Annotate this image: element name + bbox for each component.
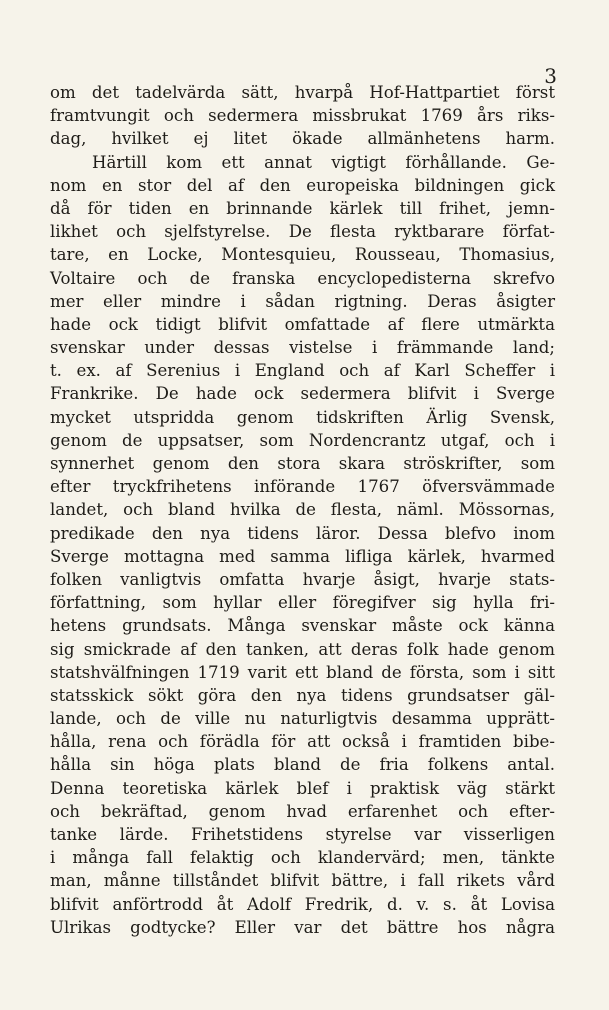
text-line: genom de uppsatser, som Nordencrantz utgaf, och i [50, 430, 555, 450]
text-line: Ulrikas godtycke? Eller var det bättre hos några [50, 917, 555, 937]
text-line: då för tiden en brinnande kärlek till frihet, jemn- [50, 198, 555, 218]
text-line: statshvälfningen 1719 varit ett bland de första, som i sitt [50, 662, 555, 682]
body-text [50, 81, 555, 939]
text-line: Voltaire och de franska encyclopedisterna skrefvo [50, 268, 555, 288]
paragraph [50, 151, 555, 939]
text-line: t. ex. af Serenius i England och af Karl Scheffer i [50, 361, 555, 381]
text-line: mycket utspridda genom tidskriften Ärlig Svensk, [50, 407, 555, 427]
text-line: svenskar under dessas vistelse i främmande land; [50, 338, 555, 358]
text-line: Denna teoretiska kärlek blef i praktisk väg stärkt [50, 778, 555, 798]
text-line: hetens grundsats. Många svenskar måste ock känna [50, 616, 555, 636]
text-line: hålla sin höga plats bland de fria folkens antal. [50, 755, 555, 775]
text-line: predikade den nya tidens läror. Dessa blefvo inom [50, 523, 555, 543]
text-line: statsskick sökt göra den nya tidens grundsatser gäl- [50, 685, 555, 705]
text-line: Frankrike. De hade ock sedermera blifvit i Sverge [50, 384, 555, 404]
text-line: författning, som hyllar eller föregifver sig hylla fri- [50, 593, 555, 613]
text-line: tare, en Locke, Montesquieu, Rousseau, Thomasius, [50, 245, 555, 265]
text-line: synnerhet genom den stora skara ströskrifter, som [50, 454, 555, 473]
text-line: sig smickrade af den tanken, att deras folk hade genom [50, 639, 555, 659]
text-line: Sverge mottagna med samma lifliga kärlek, hvarmed [50, 546, 555, 566]
text-line: framtvungit och sedermera missbrukat 1769 års riks- [50, 106, 555, 126]
text-line: nom en stor del af den europeiska bildningen gick [50, 175, 555, 195]
text-line: dag, hvilket ej litet ökade allmänhetens harm. [50, 129, 555, 149]
page-number: 3 [544, 64, 557, 88]
paragraph [50, 81, 555, 151]
text-line: man, månne tillståndet blifvit bättre, i fall rikets vård [50, 871, 555, 891]
text-line: hade ock tidigt blifvit omfattade af flere utmärkta [50, 314, 555, 334]
text-line: likhet och sjelfstyrelse. De flesta ryktbarare förfat- [50, 222, 555, 242]
text-line: efter tryckfrihetens införande 1767 öfversvämmade [50, 477, 555, 497]
text-line: och bekräftad, genom hvad erfarenhet och efter- [50, 801, 555, 821]
text-line: Härtill kom ett annat vigtigt förhållande. Ge- [92, 152, 555, 172]
text-line: folken vanligtvis omfatta hvarje åsigt, hvarje stats- [50, 569, 555, 589]
text-line: i många fall felaktig och klandervärd; men, tänkte [50, 848, 555, 868]
text-line: hålla, rena och förädla för att också i framtiden bibe- [50, 732, 555, 752]
text-line: tanke lärde. Frihetstidens styrelse var visserligen [50, 825, 555, 844]
text-line: landet, och bland hvilka de flesta, näml. Mössornas, [50, 500, 555, 520]
text-line: lande, och de ville nu naturligtvis desamma upprätt- [50, 709, 555, 729]
text-line: blifvit anförtrodd åt Adolf Fredrik, d. v. s. åt Lovisa [50, 894, 555, 914]
text-line: mer eller mindre i sådan rigtning. Deras åsigter [50, 291, 555, 311]
text-line: om det tadelvärda sätt, hvarpå Hof-Hattpartiet först [50, 83, 555, 102]
